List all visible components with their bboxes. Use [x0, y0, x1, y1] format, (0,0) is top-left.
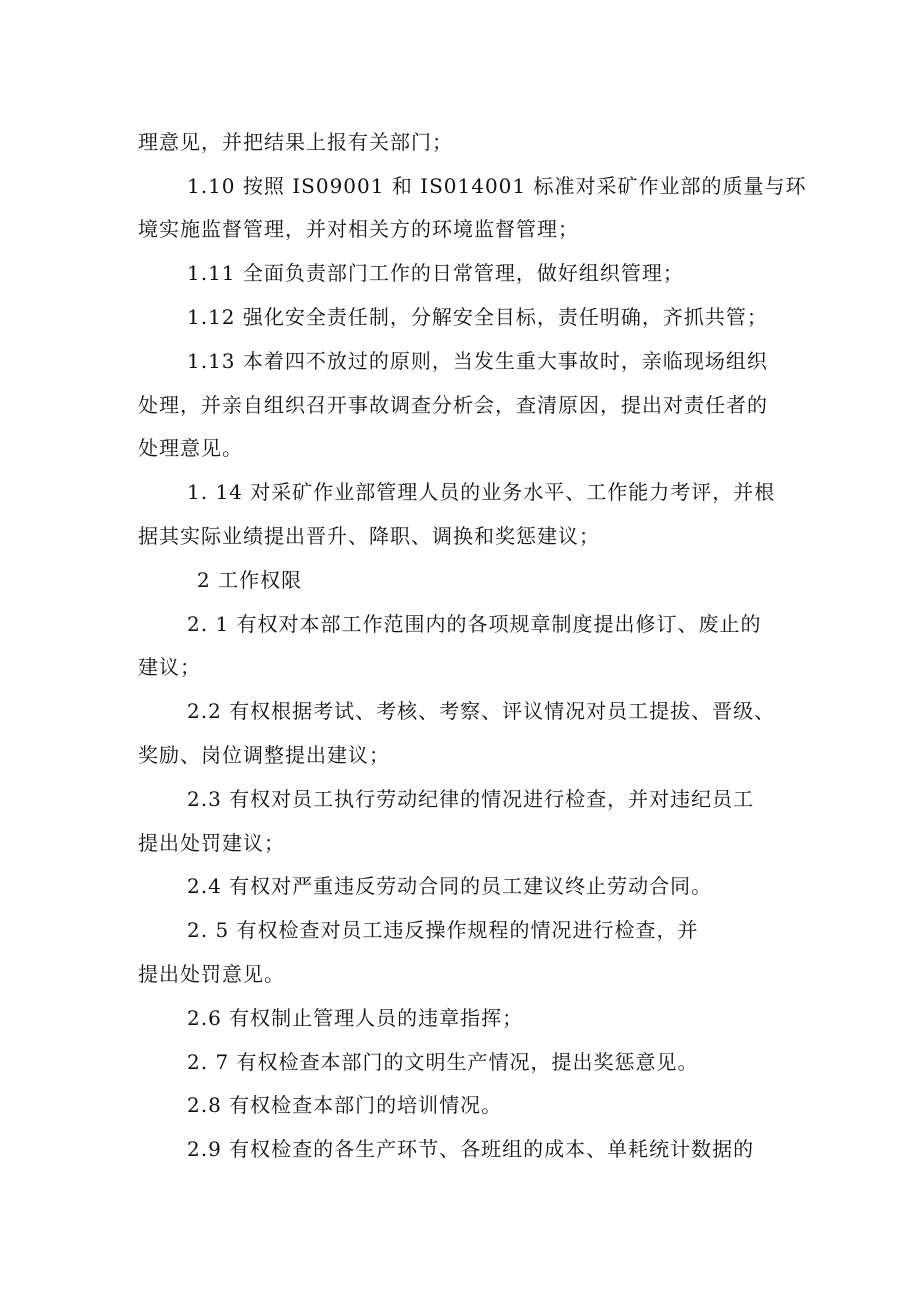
text-line: 2. 1 有权对本部工作范围内的各项规章制度提出修订、废止的: [187, 612, 762, 636]
text-line: 1.11 全面负责部门工作的日常管理，做好组织管理；: [187, 261, 684, 285]
text-line: 理意见，并把结果上报有关部门；: [138, 130, 453, 154]
text-line: 处理，并亲自组织召开事故调查分析会，查清原因，提出对责任者的: [138, 393, 768, 417]
text-line: 2.6 有权制止管理人员的违章指挥；: [187, 1006, 524, 1030]
text-line: 2.2 有权根据考试、考核、考察、评议情况对员工提拔、晋级、: [187, 699, 776, 723]
text-line: 境实施监督管理，并对相关方的环境监督管理；: [138, 217, 579, 241]
text-line: 提出处罚意见。: [138, 962, 285, 986]
text-line: 2. 7 有权检查本部门的文明生产情况，提出奖惩意见。: [187, 1050, 699, 1074]
text-line: 奖励、岗位调整提出建议；: [138, 743, 390, 767]
text-line: 1.13 本着四不放过的原则，当发生重大事故时，亲临现场组织: [187, 349, 768, 373]
text-line: 2.8 有权检查本部门的培训情况。: [187, 1093, 503, 1117]
text-line: 提出处罚建议；: [138, 831, 285, 855]
text-line: 2.4 有权对严重违反劳动合同的员工建议终止劳动合同。: [187, 874, 713, 898]
text-line: 建议；: [138, 655, 201, 679]
text-line: 1.10 按照 IS09001 和 IS014001 标准对采矿作业部的质量与环: [187, 174, 807, 198]
text-line: 1. 14 对采矿作业部管理人员的业务水平、工作能力考评，并根: [187, 480, 776, 504]
text-line: 2.9 有权检查的各生产环节、各班组的成本、单耗统计数据的: [187, 1137, 755, 1161]
text-line: 2. 5 有权检查对员工违反操作规程的情况进行检查，并: [187, 918, 699, 942]
text-line: 处理意见。: [138, 436, 243, 460]
text-line: 1.12 强化安全责任制，分解安全目标，责任明确，齐抓共管；: [187, 305, 768, 329]
text-line: 2.3 有权对员工执行劳动纪律的情况进行检查，并对违纪员工: [187, 787, 755, 811]
section-heading: 2 工作权限: [197, 568, 303, 592]
text-line: 据其实际业绩提出晋升、降职、调换和奖惩建议；: [138, 524, 600, 548]
